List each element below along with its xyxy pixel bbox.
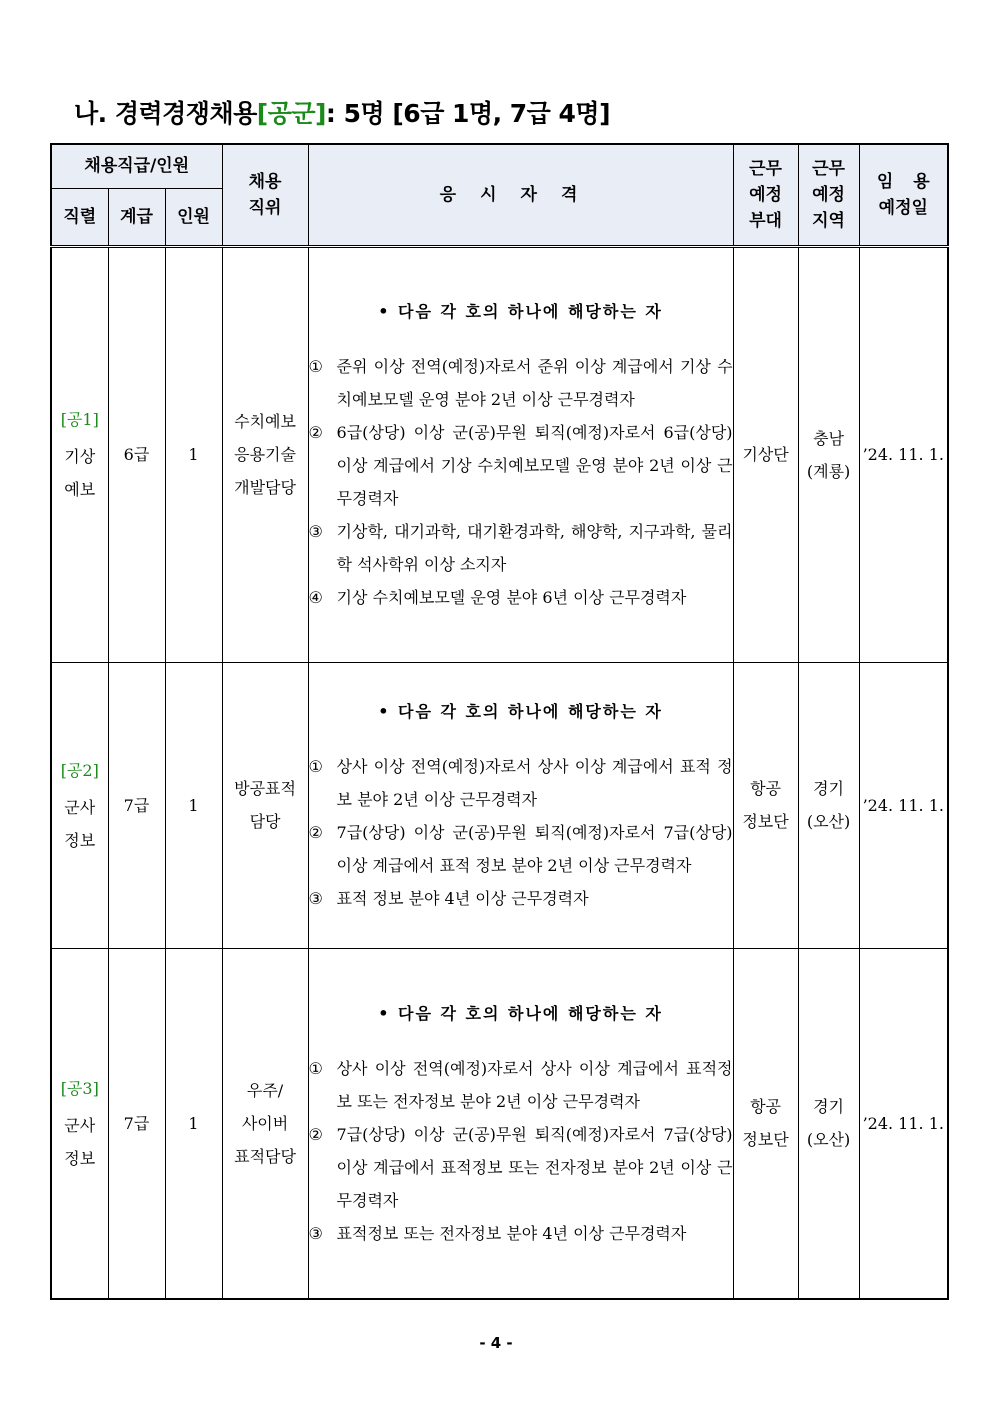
region-cell: 충남 (계룡) [798, 246, 859, 662]
series-cell: [공3] 군사 정보 [51, 948, 108, 1299]
title-branch: [공군] [256, 99, 326, 128]
count-cell: 1 [165, 948, 222, 1299]
header-region: 근무 예정 지역 [798, 144, 859, 246]
header-position: 채용 직위 [222, 144, 308, 246]
table-row [51, 246, 948, 662]
unit-cell: 항공 정보단 [733, 662, 798, 948]
list-item: ② 7급(상당) 이상 군(공)무원 퇴직(예정)자로서 7급(상당)이상 계급에서 표적 정보 분야 2년 이상 근무경력자 [308, 823, 733, 875]
qualification-cell [308, 246, 733, 662]
list-item: ③ 기상학, 대기과학, 대기환경과학, 해양학, 지구과학, 물리학 석사학위 이상 소지자 [308, 522, 733, 574]
list-item: ③ 표적 정보 분야 4년 이상 근무경력자 [308, 889, 589, 908]
region-cell: 경기 (오산) [798, 948, 859, 1299]
header-qualification: 응시자격 [308, 144, 733, 246]
list-item: ② 7급(상당) 이상 군(공)무원 퇴직(예정)자로서 7급(상당)이상 계급에서 표적정보 또는 전자정보 분야 2년 이상 근무경력자 [308, 1124, 733, 1210]
grade-cell: 6급 [108, 246, 165, 662]
grade-cell: 7급 [108, 948, 165, 1299]
list-item: ③ 표적정보 또는 전자정보 분야 4년 이상 근무경력자 [308, 1223, 687, 1243]
title-suffix: : 5명 [6급 1명, 7급 4명] [325, 99, 611, 128]
list-item: ④ 기상 수치예보모델 운영 분야 6년 이상 근무경력자 [308, 588, 687, 607]
series-cell: [공2] 군사 정보 [51, 662, 108, 948]
page-number: - 4 - [479, 1334, 513, 1352]
count-cell: 1 [165, 662, 222, 948]
title-prefix: 나. 경력경쟁채용 [74, 99, 257, 128]
qualification-bullet: • 다음 각 호의 하나에 해당하는 자 [378, 302, 663, 321]
grade-cell: 7급 [108, 662, 165, 948]
date-cell: ’24. 11. 1. [859, 662, 948, 948]
date-cell: ’24. 11. 1. [859, 948, 948, 1299]
list-item: ② 6급(상당) 이상 군(공)무원 퇴직(예정)자로서 6급(상당) 이상 계급에서 기상 수치예보모델 운영 분야 2년 이상 근무경력자 [308, 423, 733, 508]
qualification-bullet: • 다음 각 호의 하나에 해당하는 자 [378, 702, 663, 721]
table-row [51, 662, 948, 948]
header-group: 채용직급/인원 [51, 144, 222, 188]
qualification-bullet: • 다음 각 호의 하나에 해당하는 자 [378, 1003, 663, 1023]
list-item: ① 상사 이상 전역(예정)자로서 상사 이상 계급에서 표적정보 또는 전자정보 분야 2년 이상 근무경력자 [308, 1058, 733, 1111]
list-item: ① 상사 이상 전역(예정)자로서 상사 이상 계급에서 표적 정보 분야 2년 이상 근무경력자 [308, 757, 733, 809]
unit-cell: 항공 정보단 [733, 948, 798, 1299]
table-row [51, 948, 948, 1299]
header-count: 인원 [165, 188, 222, 246]
header-series: 직렬 [51, 188, 108, 246]
header-date: 임 용 예정일 [859, 144, 948, 246]
header-unit: 근무 예정 부대 [733, 144, 798, 246]
region-cell: 경기 (오산) [798, 662, 859, 948]
list-item: ① 준위 이상 전역(예정)자로서 준위 이상 계급에서 기상 수치예보모델 운영 분야 2년 이상 근무경력자 [308, 357, 733, 409]
unit-cell: 기상단 [733, 246, 798, 662]
header-grade: 계급 [108, 188, 165, 246]
count-cell: 1 [165, 246, 222, 662]
recruitment-table [50, 143, 949, 1300]
qualification-cell [308, 662, 733, 948]
position-cell: 방공표적 담당 [222, 662, 308, 948]
position-cell: 수치예보 응용기술 개발담당 [222, 246, 308, 662]
series-cell: [공1] 기상 예보 [51, 246, 108, 662]
section-title [74, 94, 610, 130]
position-cell: 우주/ 사이버 표적담당 [222, 948, 308, 1299]
qualification-cell [308, 948, 733, 1299]
date-cell: ’24. 11. 1. [859, 246, 948, 662]
